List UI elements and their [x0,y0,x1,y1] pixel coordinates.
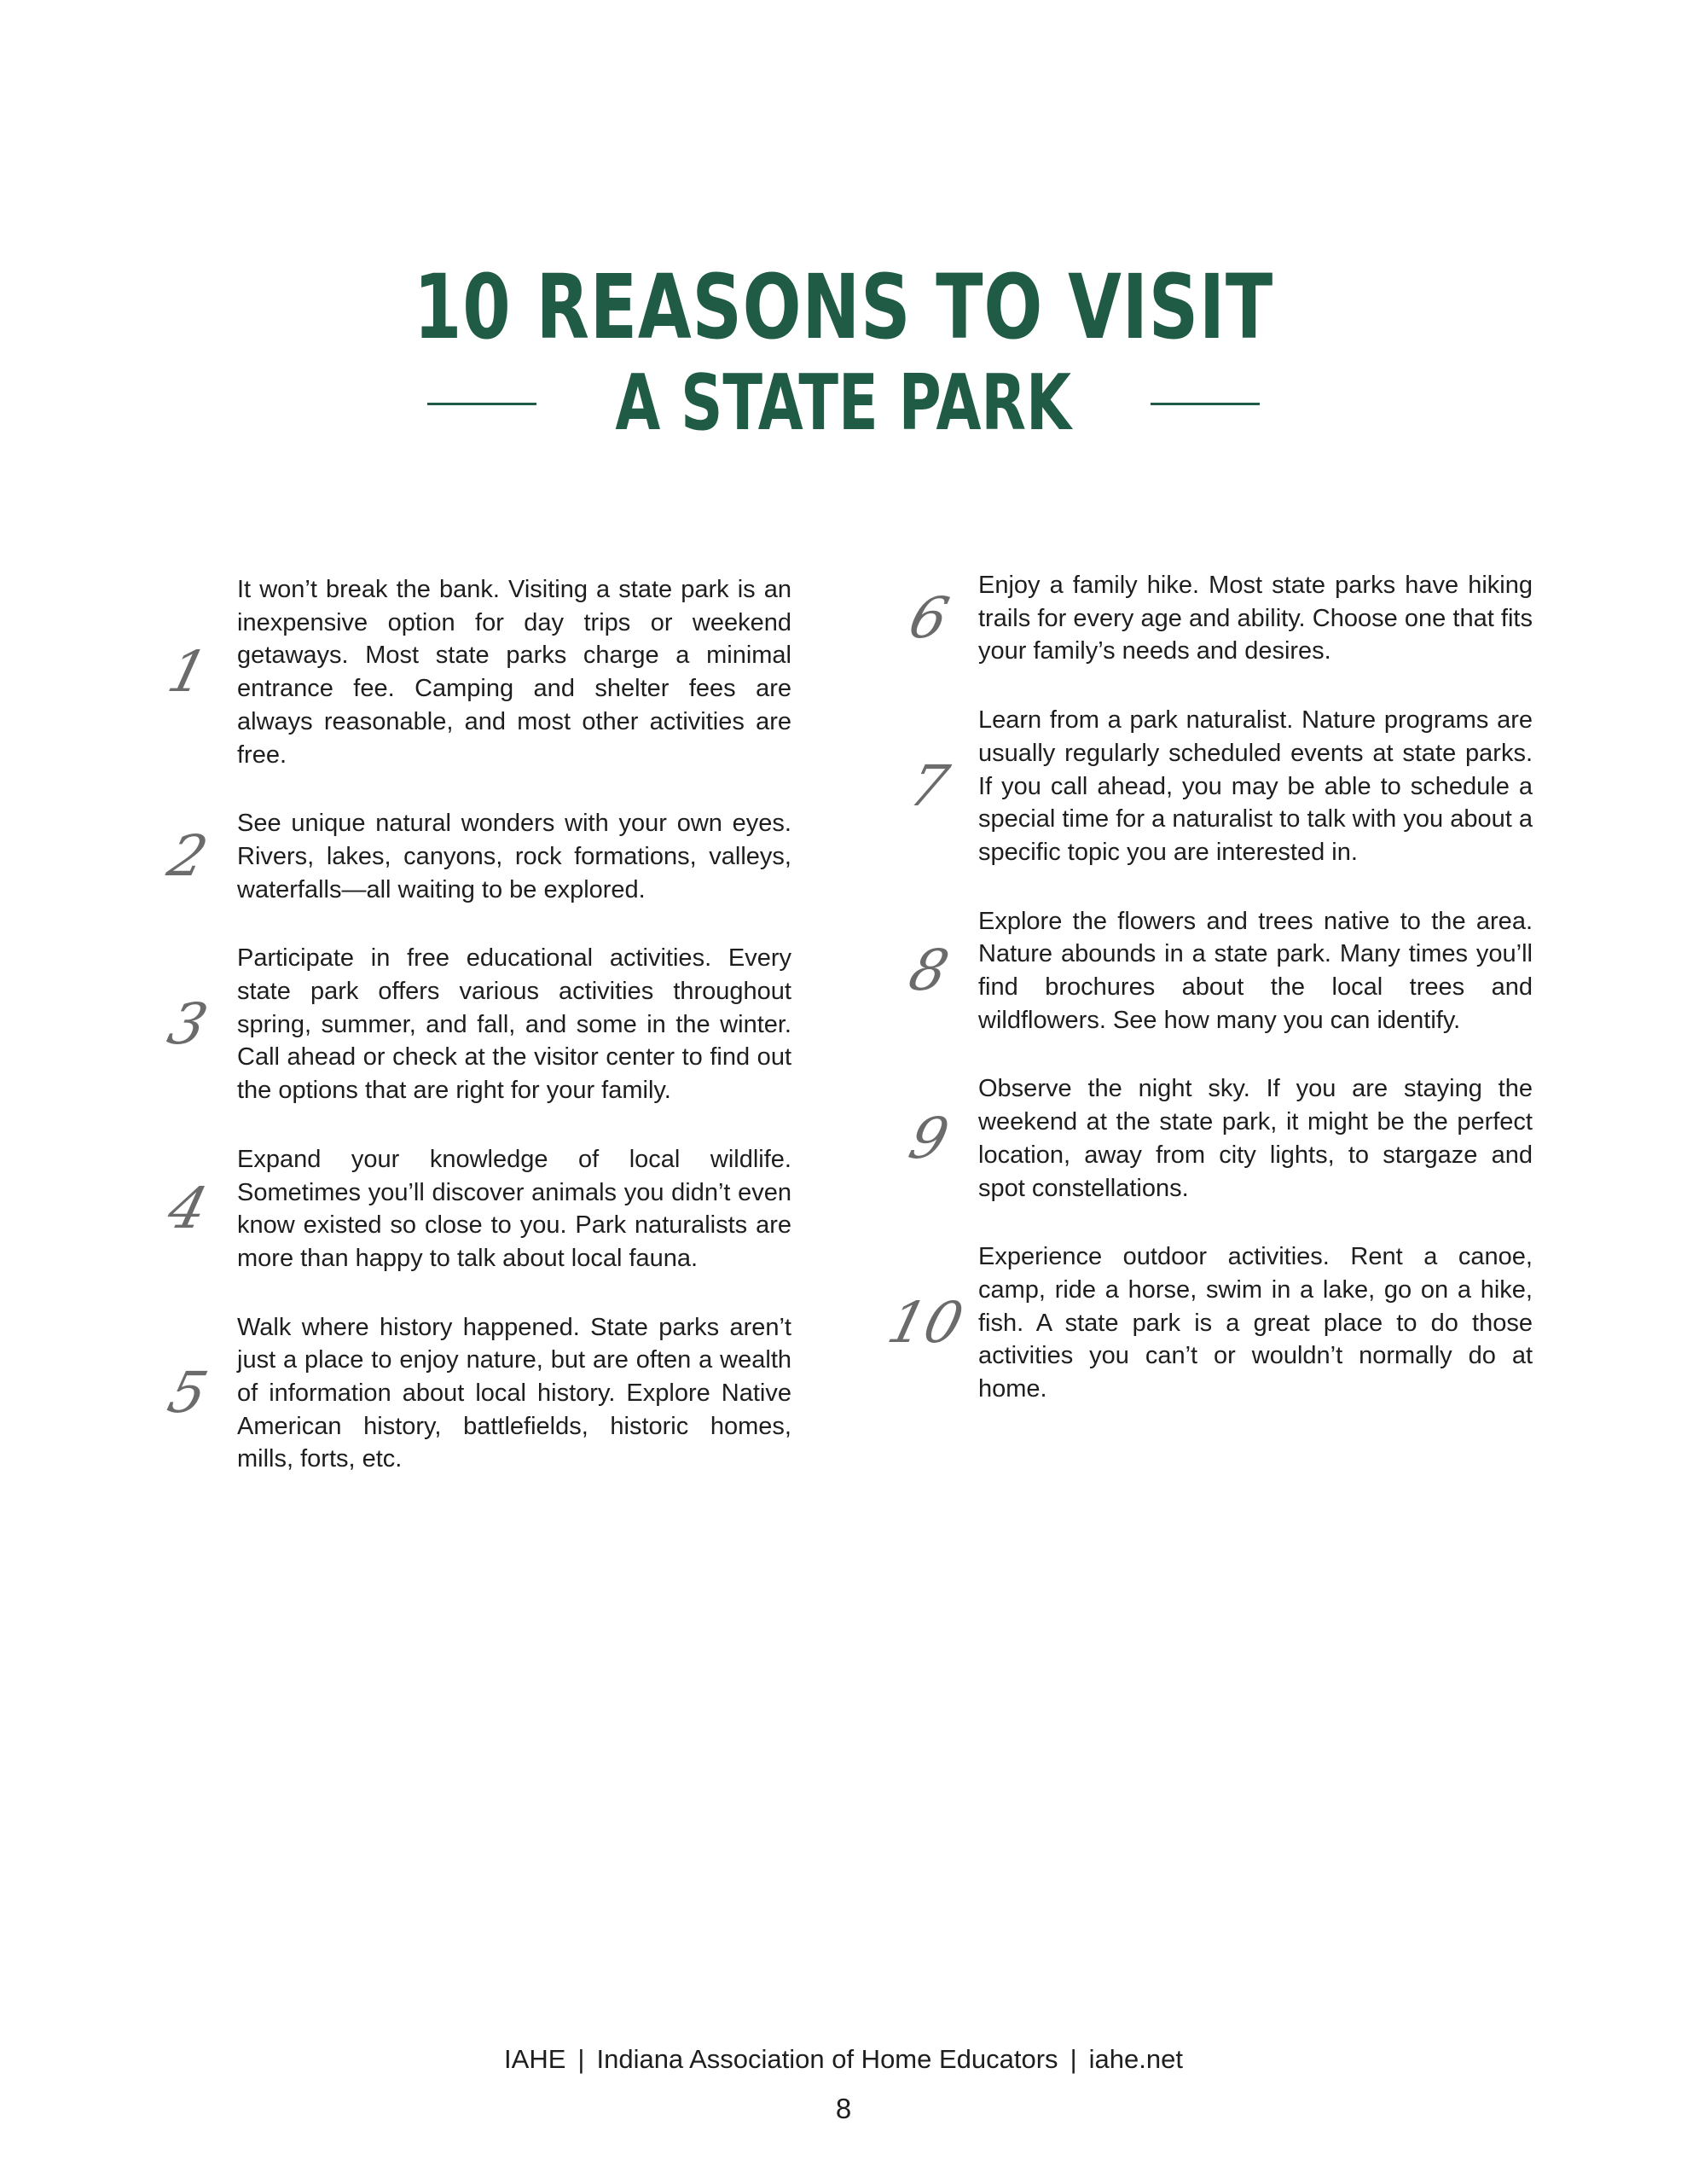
reason-item [902,905,1533,1037]
reason-text: Enjoy a family hike. Most state parks have hiking trails for every age and ability. Choose one that fits your family’s needs and desires. [978,572,1533,665]
page-number: 8 [835,2093,852,2124]
reason-item [902,1072,1533,1205]
reason-item [161,1143,791,1275]
footer-separator: | [1070,2044,1077,2074]
footer-separator: | [577,2044,585,2074]
reason-number: 8 [902,938,955,1004]
reason-text: Participate in free educational activities. Every state park offers various activities throughout spring, summer, and fall, and some in the winter. Call ahead or check at the visitor center to find out the options that are right for your family. [237,944,791,1105]
reason-number: 2 [161,823,214,890]
footer-org-full: Indiana Association of Home Educators [596,2044,1058,2074]
footer-website-link[interactable]: iahe.net [1088,2044,1183,2074]
reason-item [161,573,791,771]
reason-item [161,1311,791,1477]
reason-number: 9 [902,1105,955,1171]
reason-text: Experience outdoor activities. Rent a canoe, camp, ride a horse, swim in a lake, go on a hike, fish. A state park is a great place to do those activities you can’t or wouldn’t normally do at home. [978,1243,1533,1403]
reason-item [881,1240,1533,1406]
title-line-2-row [0,357,1687,450]
reason-item [161,942,791,1107]
title-line-1: 10 REASONS TO VISIT [413,255,1273,359]
left-decorative-rule [427,403,536,405]
reason-text: Observe the night sky. If you are staying the weekend at the state park, it might be the perfect location, away from city lights, to stargaze and spot constellations. [978,1075,1533,1202]
reason-number: 3 [161,991,214,1058]
reason-item [902,704,1533,869]
reasons-column-left [161,573,791,1476]
page-title [0,256,1687,450]
reason-number: 4 [161,1176,214,1242]
footer [0,2042,1687,2077]
footer-org-short: IAHE [504,2044,566,2074]
reason-number: 6 [902,585,955,652]
reason-text: Expand your knowledge of local wildlife. Sometimes you’ll discover animals you didn’t even know existed so close to you. Park naturalists are more than happy to talk about local fauna. [237,1145,791,1272]
reason-number: 10 [881,1290,970,1356]
right-decorative-rule [1151,403,1260,405]
reason-number: 1 [161,639,214,706]
reason-text: It won’t break the bank. Visiting a state park is an inexpensive option for day trips or weekend getaways. Most state parks charge a minimal entrance fee. Camping and shelter fees are always reasonable, and most other activities are free. [237,576,791,769]
reason-number: 5 [161,1360,214,1426]
reason-text: Explore the flowers and trees native to the area. Nature abounds in a state park. Many times you’ll find brochures about the local trees and wildflowers. See how many you can identify. [978,907,1533,1034]
title-line-2: A STATE PARK [615,358,1072,448]
reason-text: Learn from a park naturalist. Nature programs are usually regularly scheduled events at state parks. If you call ahead, you may be able to schedule a special time for a naturalist to talk with you about a specific topic you are interested in. [978,706,1533,866]
reasons-column-right [881,569,1533,1406]
reason-text: Walk where history happened. State parks aren’t just a place to enjoy nature, but are often a wealth of information about local history. Explore Native American history, battlefields, historic homes, mills, forts, etc. [237,1313,791,1473]
reason-item [161,807,791,906]
reason-item [902,569,1533,668]
reason-text: See unique natural wonders with your own eyes. Rivers, lakes, canyons, rock formations, valleys, waterfalls—all waiting to be explored. [237,810,791,903]
reason-number: 7 [902,752,955,819]
